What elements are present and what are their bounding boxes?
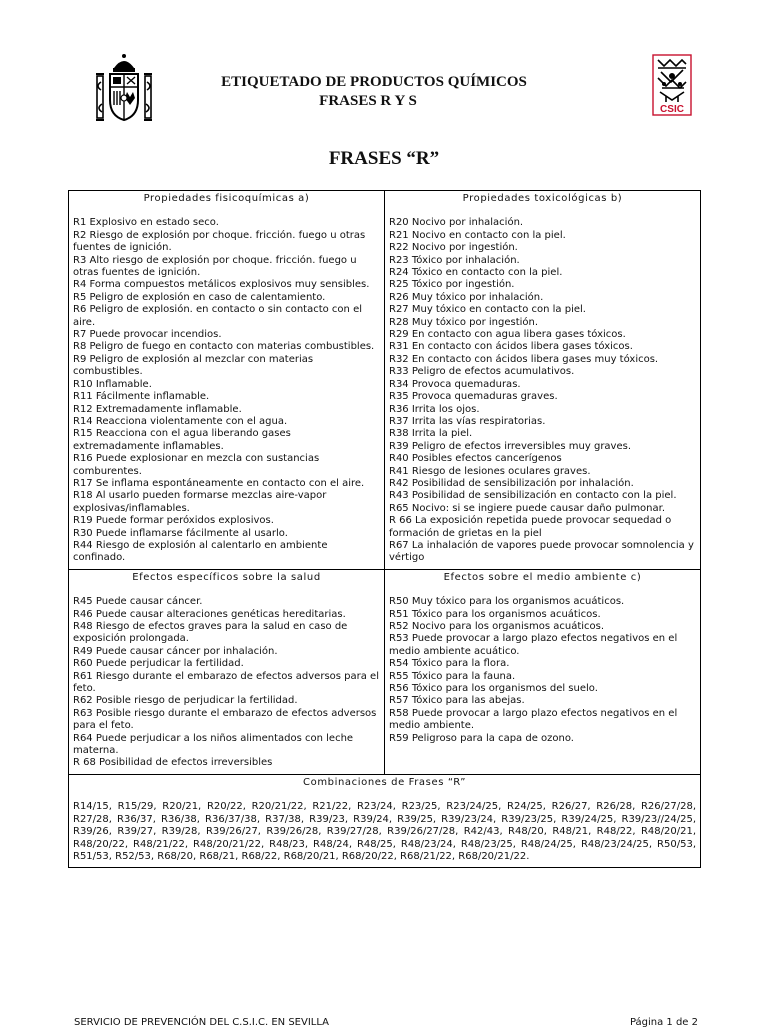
r-phrase-item: R61 Riesgo durante el embarazo de efectos adversos para el feto. (73, 670, 379, 695)
r-phrase-item: R52 Nocivo para los organismos acuáticos. (389, 621, 605, 632)
csic-logo-label: CSIC (660, 104, 684, 115)
r-phrase-item: R40 Posibles efectos cancerígenos (389, 453, 562, 465)
r-phrase-item: R11 Fácilmente inflamable. (73, 391, 210, 403)
r-phrase-item: R45 Puede causar cáncer. (73, 596, 203, 608)
physicochemical-cell (69, 191, 385, 570)
r-phrase-item: R33 Peligro de efectos acumulativos. (389, 366, 575, 378)
r-phrase-item: R 68 Posibilidad de efectos irreversibles (73, 757, 273, 769)
r-phrase-item: R63 Posible riesgo durante el embarazo de efectos adversos para el feto. (73, 707, 377, 732)
r-phrase-item: R57 Tóxico para las abejas. (389, 695, 525, 707)
health-heading: Efectos específicos sobre la salud (132, 571, 321, 583)
r-phrase-item: R4 Forma compuestos metálicos explosivos muy sensibles. (73, 279, 370, 291)
r-phrase-item: R37 Irrita las vías respiratorias. (389, 415, 546, 427)
r-phrase-item: R10 Inflamable. (73, 378, 152, 390)
r-phrase-item: R42 Posibilidad de sensibilización por inhalación. (389, 477, 634, 489)
combinations-text: R14/15, R15/29, R20/21, R20/22, R20/21/22, R21/22, R23/24, R23/25, R23/24/25, R24/25, R26/27, R26/28, R26/27/28, R27/28, R36/37, R36/38, R36/37/38, R37/38, R39/23, R39/24, R39/25, R39/23/24, R39/23/25, R39/24/25, R39/23//24/25, R39/26, R39/27, R39/28, R39/26/27, R39/26/28, R39/27/28, R39/26/27/28, R42/43, R48/20, R48/21, R48/22, R48/20/21, R48/20/22, R48/21/22, R48/20/21/22, R48/23, R48/24, R48/25, R48/23/24, R48/23/25, R48/24/25, R48/23/24/25, R50/53, R51/53, R52/53, R68/20, R68/21, R68/22, R68/20/21, R68/20/22, R68/21/22, R68/20/21/22. (73, 801, 696, 862)
r-phrase-item: R59 Peligroso para la capa de ozono. (389, 732, 574, 744)
r-phrase-item: R3 Alto riesgo de explosión por choque. fricción. fuego u otras fuentes de ignición. (73, 254, 357, 279)
csic-logo-icon (652, 54, 692, 116)
r-phrase-item: R29 En contacto con agua libera gases tóxicos. (389, 329, 626, 341)
table-row-effects (69, 569, 701, 774)
r-phrase-item: R 66 La exposición repetida puede provocar sequedad o formación de grietas en la piel (389, 515, 672, 539)
r-phrase-item: R65 Nocivo: si se ingiere puede causar daño pulmonar. (389, 502, 666, 514)
r-phrase-item: R34 Provoca quemaduras. (389, 378, 521, 390)
health-cell (69, 569, 385, 774)
r-phrase-item: R12 Extremadamente inflamable. (73, 403, 242, 415)
document-header (0, 40, 768, 130)
r-phrase-item: R58 Puede provocar a largo plazo efectos negativos en el medio ambiente. (389, 707, 678, 732)
r-phrase-item: R8 Peligro de fuego en contacto con materias combustibles. (73, 341, 375, 353)
r-phrase-item: R19 Puede formar peróxidos explosivos. (73, 515, 274, 527)
footer-left: SERVICIO DE PREVENCIÓN DEL C.S.I.C. EN SEVILLA (74, 1017, 330, 1028)
r-phrase-item: R56 Tóxico para los organismos del suelo. (389, 683, 598, 695)
r-phrase-item: R30 Puede inflamarse fácilmente al usarlo. (73, 527, 288, 539)
r-phrase-item: R67 La inhalación de vapores puede provocar somnolencia y vértigo (389, 539, 694, 564)
spain-coat-of-arms-icon (96, 54, 152, 130)
r-phrase-item: R26 Muy tóxico por inhalación. (389, 291, 544, 303)
r-phrase-item: R49 Puede causar cáncer por inhalación. (73, 645, 278, 657)
r-phrase-item: R17 Se inflama espontáneamente en contacto con el aire. (73, 477, 365, 489)
r-phrase-item: R25 Tóxico por ingestión. (389, 279, 515, 291)
r-phrase-item: R43 Posibilidad de sensibilización en contacto con la piel. (389, 490, 677, 502)
r-phrase-item: R54 Tóxico para la flora. (389, 658, 510, 670)
r-phrase-item: R31 En contacto con ácidos libera gases tóxicos. (389, 341, 633, 353)
r-phrase-item: R55 Tóxico para la fauna. (389, 670, 516, 682)
r-phrase-item: R27 Muy tóxico en contacto con la piel. (389, 304, 586, 316)
r-phrase-item: R38 Irrita la piel. (389, 428, 473, 440)
r-phrase-item: R23 Tóxico por inhalación. (389, 254, 520, 266)
r-phrase-item: R2 Riesgo de explosión por choque. fricción. fuego u otras fuentes de ignición. (73, 229, 366, 254)
r-phrase-item: R64 Puede perjudicar a los niños alimentados con leche materna. (73, 732, 354, 757)
health-list (73, 596, 380, 770)
environment-heading: Efectos sobre el medio ambiente c) (443, 571, 642, 583)
environment-cell (385, 569, 701, 774)
r-phrase-item: R6 Peligro de explosión. en contacto o sin contacto con el aire. (73, 304, 362, 328)
r-phrase-item: R15 Reacciona con el agua liberando gases extremadamente inflamables. (73, 428, 291, 452)
r-phrase-item: R62 Posible riesgo de perjudicar la fertilidad. (73, 695, 298, 707)
r-phrase-item: R60 Puede perjudicar la fertilidad. (73, 658, 244, 670)
environment-list (389, 596, 696, 745)
r-phrase-item: R50 Muy tóxico para los organismos acuáticos. (389, 596, 625, 608)
toxicological-heading: Propiedades toxicológicas b) (462, 193, 623, 204)
r-phrase-item: R35 Provoca quemaduras graves. (389, 391, 558, 403)
toxicological-cell (385, 191, 701, 570)
r-phrase-item: R18 Al usarlo pueden formarse mezclas aire-vapor explosivas/inflamables. (73, 490, 327, 514)
physicochemical-heading: Propiedades fisicoquímicas a) (143, 193, 310, 204)
footer-page-number: Página 1 de 2 (629, 1017, 698, 1028)
r-phrase-item: R28 Muy tóxico por ingestión. (389, 316, 539, 328)
r-phrase-item: R20 Nocivo por inhalación. (389, 217, 524, 229)
r-phrase-item: R48 Riesgo de efectos graves para la salud en caso de exposición prolongada. (73, 621, 348, 645)
r-phrase-item: R53 Puede provocar a largo plazo efectos negativos en el medio ambiente acuático. (389, 633, 678, 657)
section-title: FRASES “R” (328, 148, 440, 169)
r-phrase-item: R44 Riesgo de explosión al calentarlo en ambiente confinado. (73, 539, 328, 564)
r-phrase-item: R32 En contacto con ácidos libera gases muy tóxicos. (389, 353, 659, 365)
combinations-cell (69, 774, 701, 867)
table-row-combinations (69, 774, 701, 867)
r-phrase-item: R7 Puede provocar incendios. (73, 329, 222, 341)
table-row-properties (69, 191, 701, 570)
r-phrase-item: R14 Reacciona violentamente con el agua. (73, 415, 288, 427)
document-subtitle: FRASES R Y S (319, 93, 417, 109)
r-phrase-item: R24 Tóxico en contacto con la piel. (389, 267, 563, 279)
r-phrase-item: R5 Peligro de explosión en caso de calentamiento. (73, 291, 326, 303)
r-phrase-item: R9 Peligro de explosión al mezclar con materias combustibles. (73, 353, 314, 378)
r-phrase-item: R39 Peligro de efectos irreversibles muy graves. (389, 440, 632, 452)
document-title: ETIQUETADO DE PRODUCTOS QUÍMICOS (221, 74, 527, 90)
r-phrase-item: R22 Nocivo por ingestión. (389, 242, 518, 254)
physicochemical-list (73, 217, 380, 564)
r-phrase-item: R36 Irrita los ojos. (389, 403, 480, 415)
r-phrase-item: R16 Puede explosionar en mezcla con sustancias comburentes. (73, 453, 320, 477)
r-phrase-item: R51 Tóxico para los organismos acuáticos. (389, 608, 601, 620)
r-phrase-item: R1 Explosivo en estado seco. (73, 217, 219, 229)
combinations-heading: Combinaciones de Frases “R” (303, 776, 466, 788)
r-phrase-item: R21 Nocivo en contacto con la piel. (389, 229, 566, 241)
r-phrase-item: R46 Puede causar alteraciones genéticas hereditarias. (73, 608, 346, 620)
r-phrases-table (68, 190, 701, 868)
toxicological-list (389, 217, 696, 564)
r-phrase-item: R41 Riesgo de lesiones oculares graves. (389, 465, 591, 477)
